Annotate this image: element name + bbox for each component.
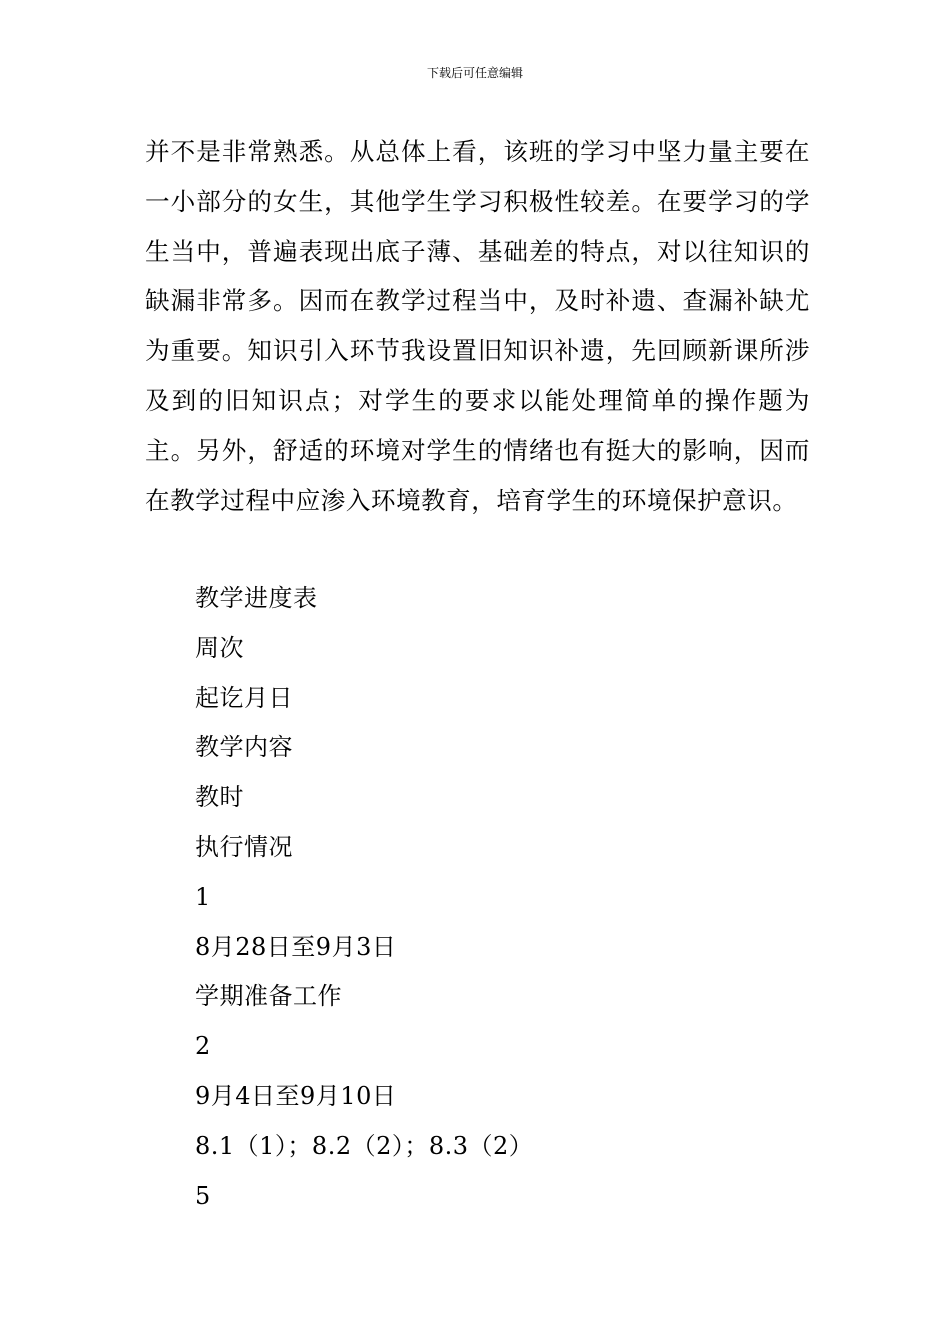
column-dates: 起讫月日 <box>195 683 293 712</box>
row-2-dates: 9月4日至9月10日 <box>195 1081 397 1110</box>
body-paragraph: 并不是非常熟悉。从总体上看，该班的学习中坚力量主要在一小部分的女生，其他学生学习积极性较差。在要学习的学生当中，普遍表现出底子薄、基础差的特点，对以往知识的缺漏非常多。因而在教学过程当中，及时补遗、查漏补缺尤为重要。知识引入环节我设置旧知识补遗，先回顾新课所涉及到的旧知识点；对学生的要求以能处理简单的操作题为主。另外，舒适的环境对学生的情绪也有挺大的影响，因而在教学过程中应渗入环境教育，培育学生的环境保护意识。 <box>145 137 810 515</box>
row-1-dates: 8月28日至9月3日 <box>195 932 397 961</box>
column-hours: 教时 <box>195 783 244 812</box>
row-2-hours: 5 <box>195 1181 211 1210</box>
schedule-title: 教学进度表 <box>195 584 318 612</box>
column-content: 教学内容 <box>195 733 293 762</box>
row-1-content: 学期准备工作 <box>195 982 342 1011</box>
schedule-lines <box>195 574 810 1221</box>
column-week: 周次 <box>195 633 244 662</box>
row-2-content: 8.1（1）；8.2（2）；8.3（2） <box>195 1131 534 1160</box>
page-header: 下载后可任意编辑 <box>426 66 523 80</box>
column-status: 执行情况 <box>195 832 293 861</box>
row-2-week: 2 <box>195 1032 211 1061</box>
row-1-week: 1 <box>195 882 211 911</box>
